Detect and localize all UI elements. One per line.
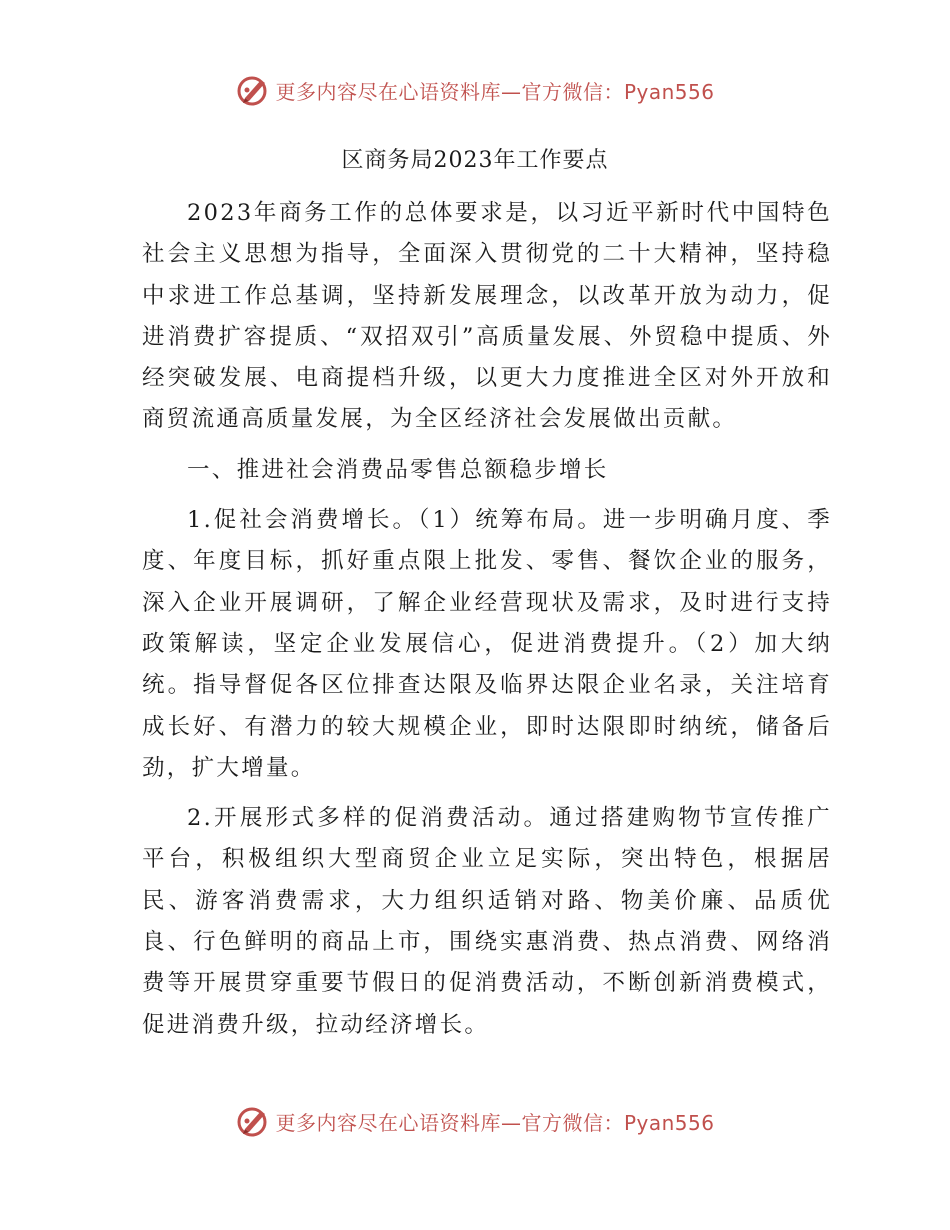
document-body (142, 193, 832, 1046)
watermark-text: 更多内容尽在心语资料库—官方微信：Pyan556 (275, 79, 715, 104)
item-paragraph: 1.促社会消费增长。（1）统筹布局。进一步明确月度、季度、年度目标，抓好重点限上批发、零售、餐饮企业的服务，深入企业开展调研，了解企业经营现状及需求，及时进行支持政策解读，坚定企业发展信心，促进消费提升。（2）加大纳统。指导督促各区位排查达限及临界达限企业名录，关注培育成长好、有潜力的较大规模企业，即时达限即时纳统，储备后劲，扩大增量。 (142, 507, 832, 781)
header-watermark (0, 68, 950, 112)
document-title: 区商务局2023年工作要点 (341, 148, 609, 173)
intro-paragraph: 2023年商务工作的总体要求是，以习近平新时代中国特色社会主义思想为指导，全面深入贯彻党的二十大精神，坚持稳中求进工作总基调，坚持新发展理念，以改革开放为动力，促进消费扩容提质、“双招双引”高质量发展、外贸稳中提质、外经突破发展、电商提档升级，以更大力度推进全区对外开放和商贸流通高质量发展，为全区经济社会发展做出贡献。 (142, 200, 832, 433)
section-heading: 一、推进社会消费品零售总额稳步增长 (187, 456, 609, 483)
pen-logo-icon (235, 72, 271, 108)
footer-watermark (0, 1099, 950, 1143)
pen-logo-icon (235, 1103, 271, 1139)
watermark-text: 更多内容尽在心语资料库—官方微信：Pyan556 (275, 1110, 715, 1135)
item-paragraph: 2.开展形式多样的促消费活动。通过搭建购物节宣传推广平台，积极组织大型商贸企业立足实际，突出特色，根据居民、游客消费需求，大力组织适销对路、物美价廉、品质优良、行色鲜明的商品上市，围绕实惠消费、热点消费、网络消费等开展贯穿重要节假日的促消费活动，不断创新消费模式，促进消费升级，拉动经济增长。 (142, 805, 832, 1038)
